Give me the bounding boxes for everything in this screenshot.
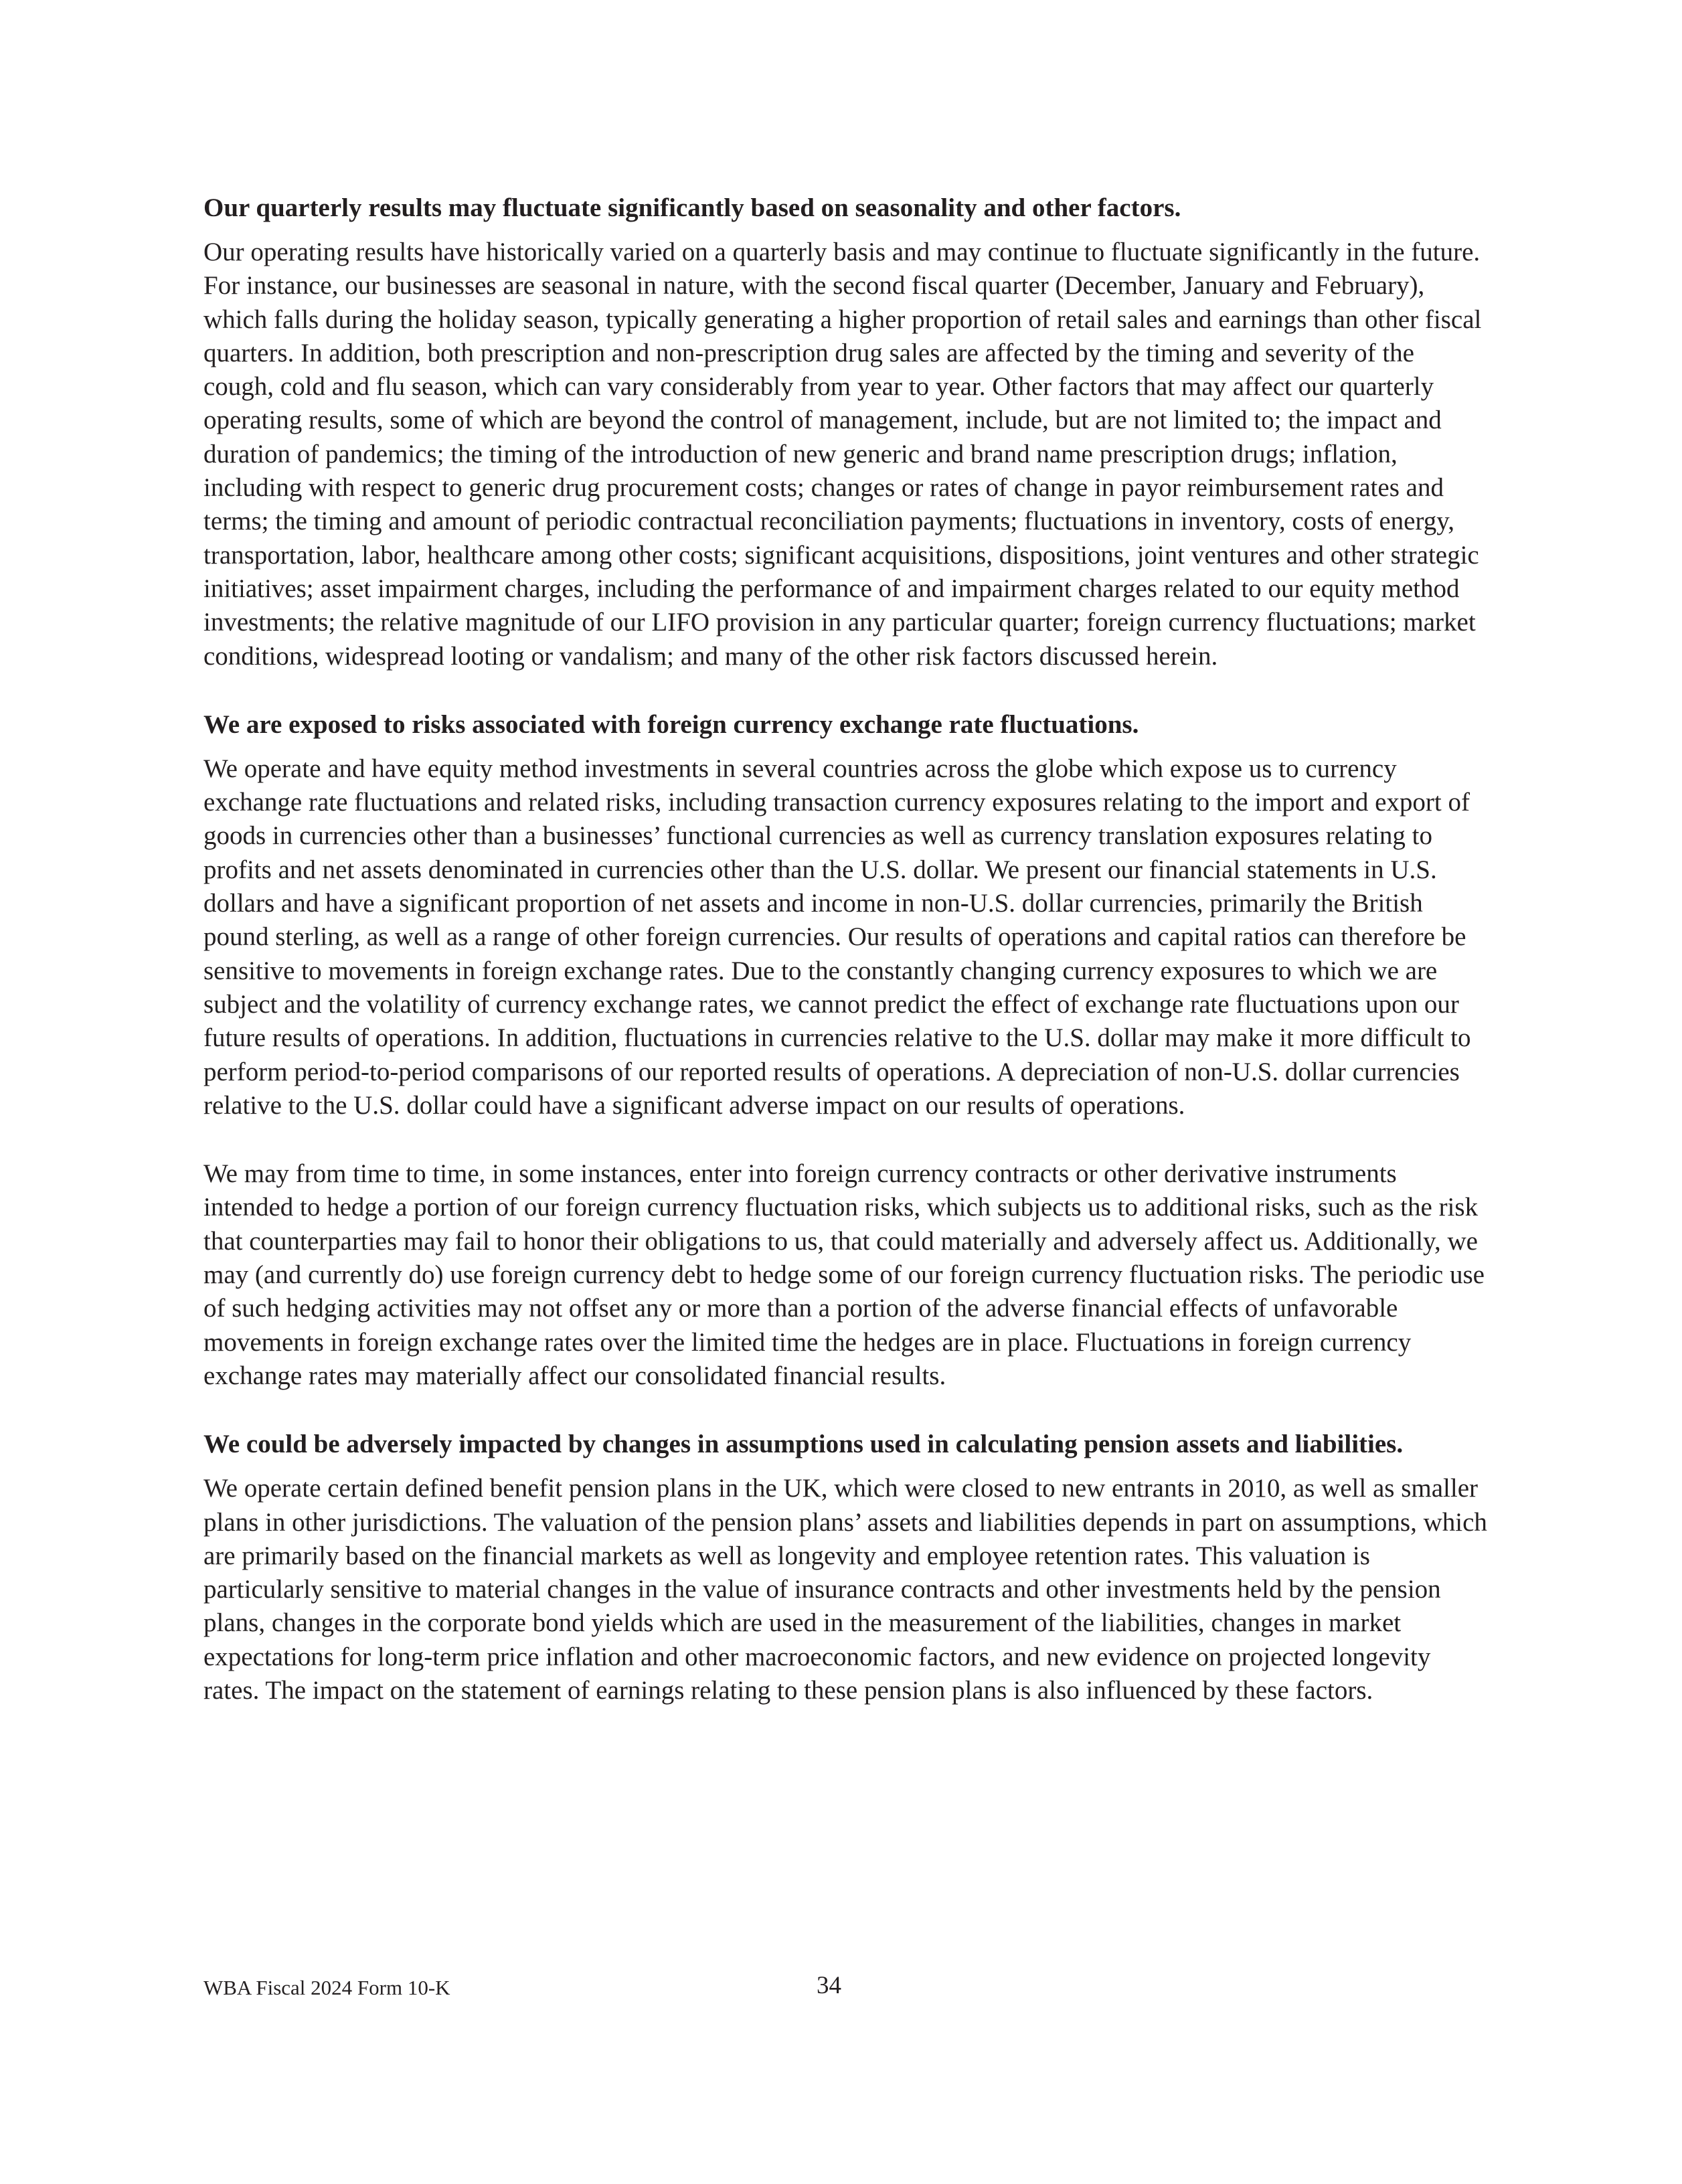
section-pension <box>203 1428 1489 1707</box>
section-paragraph: We operate certain defined benefit pension plans in the UK, which were closed to new entrants in 2010, as well as smaller plans in other jurisdictions. The valuation of the pension plans’ assets and liabilities depends in part on assumptions, which are primarily based on the financial markets as well as longevity and employee retention rates. This valuation is particularly sensitive to material changes in the value of insurance contracts and other investments held by the pension plans, changes in the corporate bond yields which are used in the measurement of the liabilities, changes in market expectations for long-term price inflation and other macroeconomic factors, and new evidence on projected longevity rates. The impact on the statement of earnings relating to these pension plans is also influenced by these factors. <box>203 1474 1487 1705</box>
section-heading: Our quarterly results may fluctuate significantly based on seasonality and other factors. <box>203 193 1181 222</box>
section-quarterly-results <box>203 191 1489 673</box>
section-paragraph: We may from time to time, in some instances, enter into foreign currency contracts or other derivative instruments intended to hedge a portion of our foreign currency fluctuation risks, which subjects us to additional risks, such as the risk that counterparties may fail to honor their obligations to us, that could materially and adversely affect us. Additionally, we may (and currently do) use foreign currency debt to hedge some of our foreign currency fluctuation risks. The periodic use of such hedging activities may not offset any or more than a portion of the adverse financial effects of unfavorable movements in foreign exchange rates over the limited time the hedges are in place. Fluctuations in foreign currency exchange rates may materially affect our consolidated financial results. <box>203 1159 1485 1390</box>
section-paragraph: Our operating results have historically varied on a quarterly basis and may continue to fluctuate significantly in the future. For instance, our businesses are seasonal in nature, with the second fiscal quarter (December, January and February), which falls during the holiday season, typically generating a higher proportion of retail sales and earnings than other fiscal quarters. In addition, both prescription and non-prescription drug sales are affected by the timing and severity of the cough, cold and flu season, which can vary considerably from year to year. Other factors that may affect our quarterly operating results, some of which are beyond the control of management, include, but are not limited to; the impact and duration of pandemics; the timing of the introduction of new generic and brand name prescription drugs; inflation, including with respect to generic drug procurement costs; changes or rates of change in payor reimbursement rates and terms; the timing and amount of periodic contractual reconciliation payments; fluctuations in inventory, costs of energy, transportation, labor, healthcare among other costs; significant acquisitions, dispositions, joint ventures and other strategic initiatives; asset impairment charges, including the performance of and impairment charges related to our equity method investments; the relative magnitude of our LIFO provision in any particular quarter; foreign currency fluctuations; market conditions, widespread looting or vandalism; and many of the other risk factors discussed herein. <box>203 238 1482 671</box>
section-foreign-currency <box>203 708 1489 1393</box>
footer-page-number: 34 <box>817 1972 841 1999</box>
section-paragraph: We operate and have equity method investments in several countries across the globe which expose us to currency exchange rate fluctuations and related risks, including transaction currency exposures relating to the import and export of goods in currencies other than a businesses’ functional currencies as well as currency translation exposures relating to profits and net assets denominated in currencies other than the U.S. dollar. We present our financial statements in U.S. dollars and have a significant proportion of net assets and income in non-U.S. dollar currencies, primarily the British pound sterling, as well as a range of other foreign currencies. Our results of operations and capital ratios can therefore be sensitive to movements in foreign exchange rates. Due to the constantly changing currency exposures to which we are subject and the volatility of currency exchange rates, we cannot predict the effect of exchange rate fluctuations upon our future results of operations. In addition, fluctuations in currencies relative to the U.S. dollar may make it more difficult to perform period-to-period comparisons of our reported results of operations. A depreciation of non-U.S. dollar currencies relative to the U.S. dollar could have a significant adverse impact on our results of operations. <box>203 754 1471 1120</box>
section-heading: We could be adversely impacted by changes in assumptions used in calculating pension assets and liabilities. <box>203 1430 1404 1459</box>
page-content <box>203 191 1489 1707</box>
footer-document-title: WBA Fiscal 2024 Form 10-K <box>203 1976 450 1999</box>
section-heading: We are exposed to risks associated with foreign currency exchange rate fluctuations. <box>203 709 1139 739</box>
